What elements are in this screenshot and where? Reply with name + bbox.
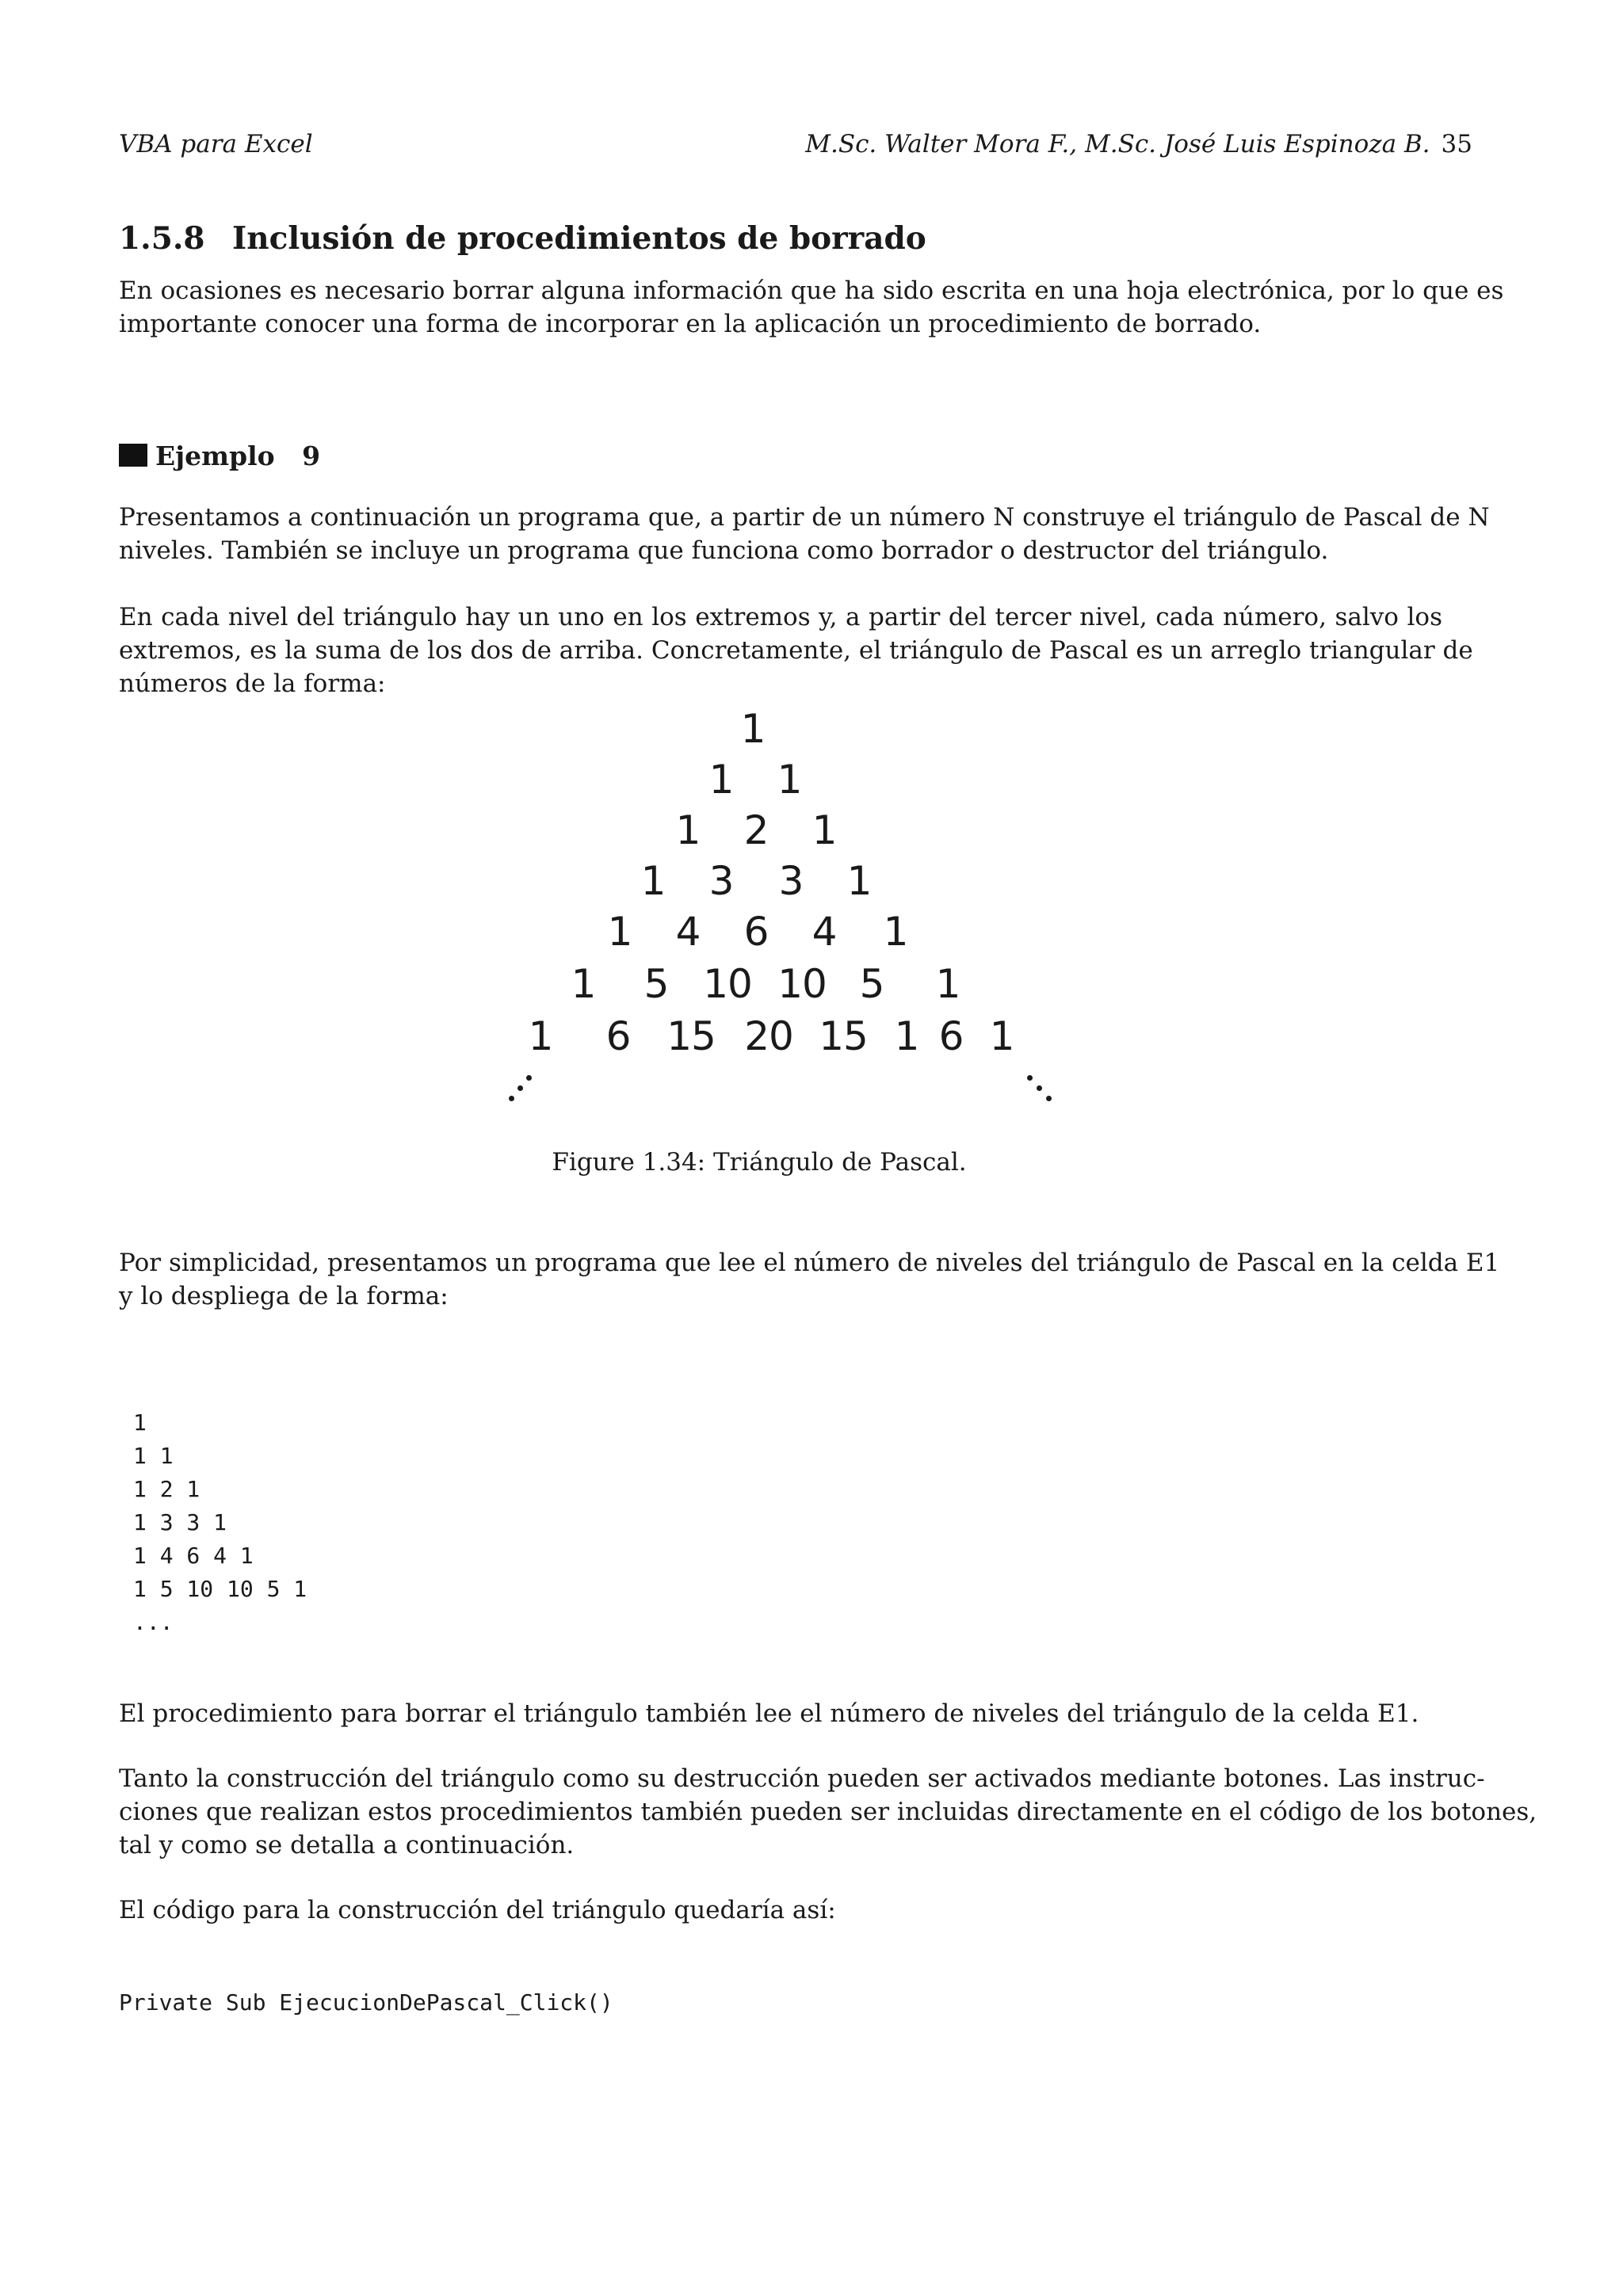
triangle-entry: 1 <box>812 807 837 853</box>
output-line: 1 2 1 <box>133 1476 200 1502</box>
page-number: 35 <box>1441 130 1472 158</box>
paragraph-intro-program <box>119 501 1490 567</box>
ellipsis-dot <box>526 1075 532 1081</box>
paragraph-line: En cada nivel del triángulo hay un uno en los extremos y, a partir del tercer nivel, cada número, salvo los <box>119 603 1442 631</box>
triangle-entry: 2 <box>743 807 769 853</box>
ellipsis-dot <box>1046 1096 1052 1101</box>
output-line: ... <box>133 1609 174 1635</box>
triangle-entry: 15 <box>819 1013 868 1059</box>
paragraph-buttons <box>119 1762 1537 1862</box>
triangle-entry: 20 <box>744 1013 793 1059</box>
triangle-entry: 1 <box>740 706 766 752</box>
triangle-entry: 6 <box>938 1013 964 1059</box>
triangle-entry: 1 <box>708 757 734 803</box>
paragraph-simplicity <box>119 1246 1500 1313</box>
running-head-authors <box>805 128 1472 160</box>
triangle-entry: 5 <box>859 961 884 1007</box>
triangle-entry: 10 <box>703 961 752 1007</box>
triangle-entry: 6 <box>743 909 769 955</box>
example-number: 9 <box>302 441 321 471</box>
triangle-entry: 1 <box>883 909 908 955</box>
triangle-entry: 4 <box>675 909 701 955</box>
paragraph-line: y lo despliega de la forma: <box>119 1282 449 1310</box>
running-head-author-names: M.Sc. Walter Mora F., M.Sc. José Luis Espinoza B. <box>805 130 1430 158</box>
paragraph-line: El procedimiento para borrar el triángulo también lee el número de niveles del triángulo de la celda E1. <box>119 1699 1419 1728</box>
ellipsis-dot <box>509 1096 514 1101</box>
ellipsis-dot <box>517 1085 523 1091</box>
section-heading <box>119 219 926 258</box>
intro-paragraph <box>119 274 1504 341</box>
output-line: 1 5 10 10 5 1 <box>133 1576 307 1602</box>
figure-caption: Figure 1.34: Triángulo de Pascal. <box>552 1148 967 1177</box>
ellipsis-dot <box>1037 1085 1042 1091</box>
triangle-entry: 3 <box>778 858 804 904</box>
triangle-entry: 1 <box>894 1013 919 1059</box>
triangle-entry: 1 <box>571 961 596 1007</box>
paragraph-line: En ocasiones es necesario borrar alguna información que ha sido escrita en una hoja electrónica, por lo que es <box>119 277 1504 305</box>
paragraph-line: Tanto la construcción del triángulo como su destrucción pueden ser activados mediante botones. Las instruc- <box>119 1764 1485 1793</box>
running-head-title: VBA para Excel <box>119 130 313 158</box>
ellipsis-dot <box>1027 1075 1033 1081</box>
triangle-entry: 3 <box>708 858 734 904</box>
triangle-entry: 1 <box>640 858 666 904</box>
black-square-icon <box>119 444 147 467</box>
pascal-triangle-figure <box>0 705 1623 1149</box>
triangle-entry: 6 <box>605 1013 631 1059</box>
triangle-entry: 1 <box>528 1013 553 1059</box>
triangle-entry: 5 <box>643 961 669 1007</box>
triangle-entry: 1 <box>777 757 802 803</box>
paragraph-erase-procedure <box>119 1697 1442 1730</box>
output-line: 1 4 6 4 1 <box>133 1543 254 1569</box>
triangle-entry: 1 <box>607 909 632 955</box>
paragraph-line: Presentamos a continuación un programa que, a partir de un número N construye el triángulo de Pascal de N <box>119 503 1490 532</box>
paragraph-code-intro <box>119 1894 1442 1927</box>
output-line: 1 1 <box>133 1443 174 1469</box>
output-line: 1 <box>133 1409 147 1436</box>
example-label: Ejemplo <box>155 441 275 471</box>
triangle-entry: 15 <box>666 1013 716 1059</box>
paragraph-line: El código para la construcción del triángulo quedaría así: <box>119 1896 836 1924</box>
paragraph-line: niveles. También se incluye un programa que funciona como borrador o destructor del triángulo. <box>119 536 1329 565</box>
paragraph-line: tal y como se detalla a continuación. <box>119 1831 575 1859</box>
section-number: 1.5.8 <box>119 220 205 257</box>
paragraph-line: extremos, es la suma de los dos de arriba. Concretamente, el triángulo de Pascal es un arreglo triangular de <box>119 636 1473 665</box>
paragraph-triangle-description <box>119 601 1473 700</box>
example-heading <box>119 440 320 473</box>
triangle-entry: 4 <box>812 909 837 955</box>
paragraph-line: ciones que realizan estos procedimientos también pueden ser incluidas directamente en el código de los botones, <box>119 1798 1537 1826</box>
paragraph-line: importante conocer una forma de incorporar en la aplicación un procedimiento de borrado. <box>119 310 1262 338</box>
section-title: Inclusión de procedimientos de borrado <box>232 220 926 257</box>
triangle-entry: 1 <box>675 807 701 853</box>
triangle-entry: 1 <box>935 961 960 1007</box>
paragraph-line: Por simplicidad, presentamos un programa que lee el número de niveles del triángulo de Pascal en la celda E1 <box>119 1249 1500 1277</box>
triangle-entry: 1 <box>846 858 872 904</box>
triangle-entry: 10 <box>777 961 827 1007</box>
code-line: Private Sub EjecucionDePascal_Click() <box>119 1989 613 2016</box>
output-line: 1 3 3 1 <box>133 1509 227 1535</box>
paragraph-line: números de la forma: <box>119 669 386 698</box>
triangle-entry: 1 <box>989 1013 1014 1059</box>
